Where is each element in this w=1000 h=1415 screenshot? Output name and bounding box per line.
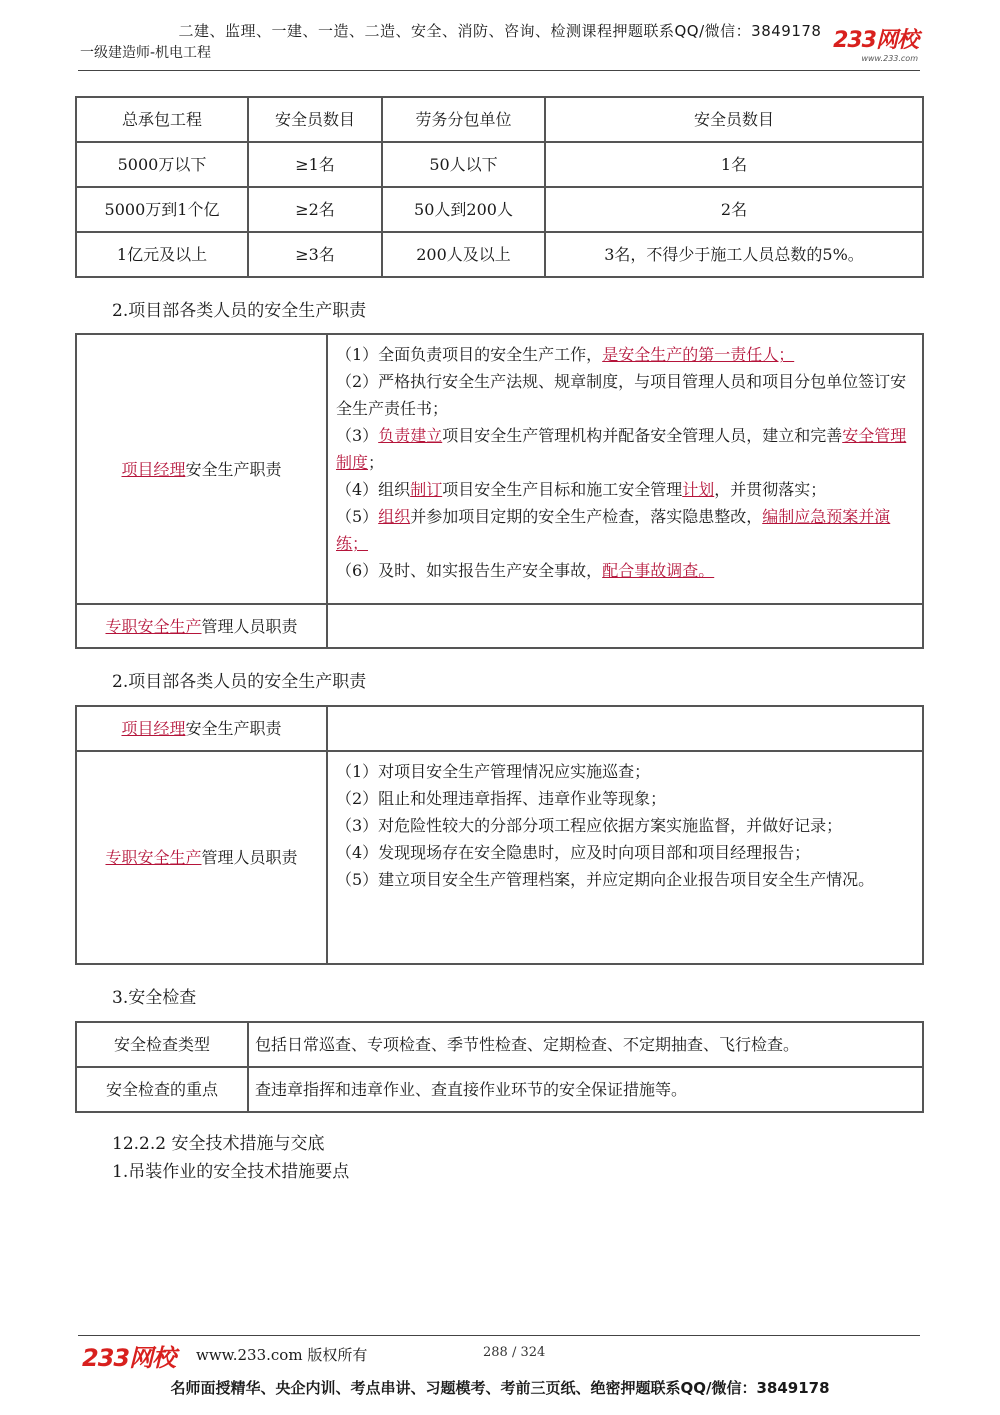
page-number: 288 / 324 xyxy=(483,1345,546,1360)
header-banner: 二建、监理、一建、一造、二造、安全、消防、咨询、检测课程押题联系QQ/微信：3849178 xyxy=(178,22,822,40)
safety-label-cell xyxy=(76,604,327,648)
header-divider xyxy=(78,70,920,71)
footer-banner: 名师面授精华、央企内训、考点串讲、习题模考、考前三页纸、绝密押题联系QQ/微信：3849178 xyxy=(170,1379,830,1397)
table-header-cell: 安全员数目 xyxy=(545,97,923,142)
table-cell: 1亿元及以上 xyxy=(76,232,248,277)
safety-label-rest: 管理人员职责 xyxy=(201,848,298,867)
duty-line: （1）全面负责项目的安全生产工作，是安全生产的第一责任人； xyxy=(336,345,795,364)
table-row xyxy=(76,1067,923,1112)
table-cell: ≥2名 xyxy=(248,187,382,232)
sub-heading: 1.吊装作业的安全技术措施要点 xyxy=(112,1162,350,1182)
duty-line: （6）及时、如实报告生产安全事故，配合事故调查。 xyxy=(336,561,715,580)
section-heading: 12.2.2 安全技术措施与交底 xyxy=(112,1134,325,1154)
footer-logo: 233网校 xyxy=(82,1344,176,1372)
duty-line: （1）对项目安全生产管理情况应实施巡查； xyxy=(336,762,651,781)
table-cell: 5000万到1个亿 xyxy=(76,187,248,232)
logo-url: www.233.com xyxy=(861,54,918,63)
table-header-cell: 劳务分包单位 xyxy=(382,97,545,142)
table-row xyxy=(76,334,923,604)
table-row xyxy=(76,604,923,648)
table-header-cell: 安全员数目 xyxy=(248,97,382,142)
footer-divider xyxy=(78,1335,920,1336)
table-cell: 5000万以下 xyxy=(76,142,248,187)
duty-line: （3）对危险性较大的分部分项工程应依据方案实施监督，并做好记录； xyxy=(336,816,843,835)
section-heading: 2.项目部各类人员的安全生产职责 xyxy=(112,301,367,321)
document-subtitle: 一级建造师-机电工程 xyxy=(80,45,212,61)
empty-cell xyxy=(327,604,923,648)
duty-line: （5）建立项目安全生产管理档案，并应定期向企业报告项目安全生产情况。 xyxy=(336,870,875,889)
table-row xyxy=(76,232,923,277)
empty-cell xyxy=(327,706,923,751)
pm-label-cell xyxy=(76,334,327,604)
brand-logo xyxy=(798,28,918,68)
logo-text: 233网校 xyxy=(833,28,918,53)
section-heading: 3.安全检查 xyxy=(112,988,197,1008)
table-header-cell: 总承包工程 xyxy=(76,97,248,142)
safety-duties-cell xyxy=(327,751,923,964)
footer-copyright: www.233.com 版权所有 xyxy=(196,1346,368,1364)
duty-line: （4）组织制订项目安全生产目标和施工安全管理计划，并贯彻落实； xyxy=(336,480,827,499)
table-row xyxy=(76,751,923,964)
safety-officer-table xyxy=(75,96,924,278)
duty-line: （4）发现现场存在安全隐患时，应及时向项目部和项目经理报告； xyxy=(336,843,811,862)
duty-table-safety xyxy=(75,705,924,965)
duty-line: （2）阻止和处理违章指挥、违章作业等现象； xyxy=(336,789,667,808)
table-row xyxy=(76,187,923,232)
inspection-label: 安全检查类型 xyxy=(76,1022,248,1067)
duty-line: （3）负责建立项目安全生产管理机构并配备安全管理人员，建立和完善安全管理制度； xyxy=(336,426,907,472)
inspection-value: 包括日常巡查、专项检查、季节性检查、定期检查、不定期抽查、飞行检查。 xyxy=(248,1022,923,1067)
table-cell: 50人到200人 xyxy=(382,187,545,232)
duty-line: （2）严格执行安全生产法规、规章制度，与项目管理人员和项目分包单位签订安全生产责任书； xyxy=(336,372,907,418)
inspection-label: 安全检查的重点 xyxy=(76,1067,248,1112)
duty-table-pm xyxy=(75,333,924,649)
inspection-value: 查违章指挥和违章作业、查直接作业环节的安全保证措施等。 xyxy=(248,1067,923,1112)
pm-label-rest: 安全生产职责 xyxy=(185,459,282,479)
safety-label-cell xyxy=(76,751,327,964)
safety-label-highlight: 专职安全生产 xyxy=(105,616,202,636)
table-cell: 2名 xyxy=(545,187,923,232)
pm-label-highlight: 项目经理 xyxy=(121,719,186,738)
section-heading: 2.项目部各类人员的安全生产职责 xyxy=(112,672,367,692)
table-cell: ≥1名 xyxy=(248,142,382,187)
watermark: ​ xyxy=(282,565,298,570)
safety-label-rest: 管理人员职责 xyxy=(201,616,298,636)
table-row xyxy=(76,706,923,751)
duty-line: （5）组织并参加项目定期的安全生产检查，落实隐患整改，编制应急预案并演练； xyxy=(336,507,891,553)
safety-label-highlight: 专职安全生产 xyxy=(105,848,202,867)
table-row xyxy=(76,1022,923,1067)
pm-duties-cell xyxy=(327,334,923,604)
pm-label-rest: 安全生产职责 xyxy=(185,719,282,738)
pm-label-highlight: 项目经理 xyxy=(121,459,186,479)
table-cell: 50人以下 xyxy=(382,142,545,187)
table-header-row xyxy=(76,97,923,142)
table-cell: 3名，不得少于施工人员总数的5%。 xyxy=(545,232,923,277)
pm-label-cell xyxy=(76,706,327,751)
inspection-table xyxy=(75,1021,924,1113)
table-cell: ≥3名 xyxy=(248,232,382,277)
table-row xyxy=(76,142,923,187)
table-cell: 200人及以上 xyxy=(382,232,545,277)
table-cell: 1名 xyxy=(545,142,923,187)
